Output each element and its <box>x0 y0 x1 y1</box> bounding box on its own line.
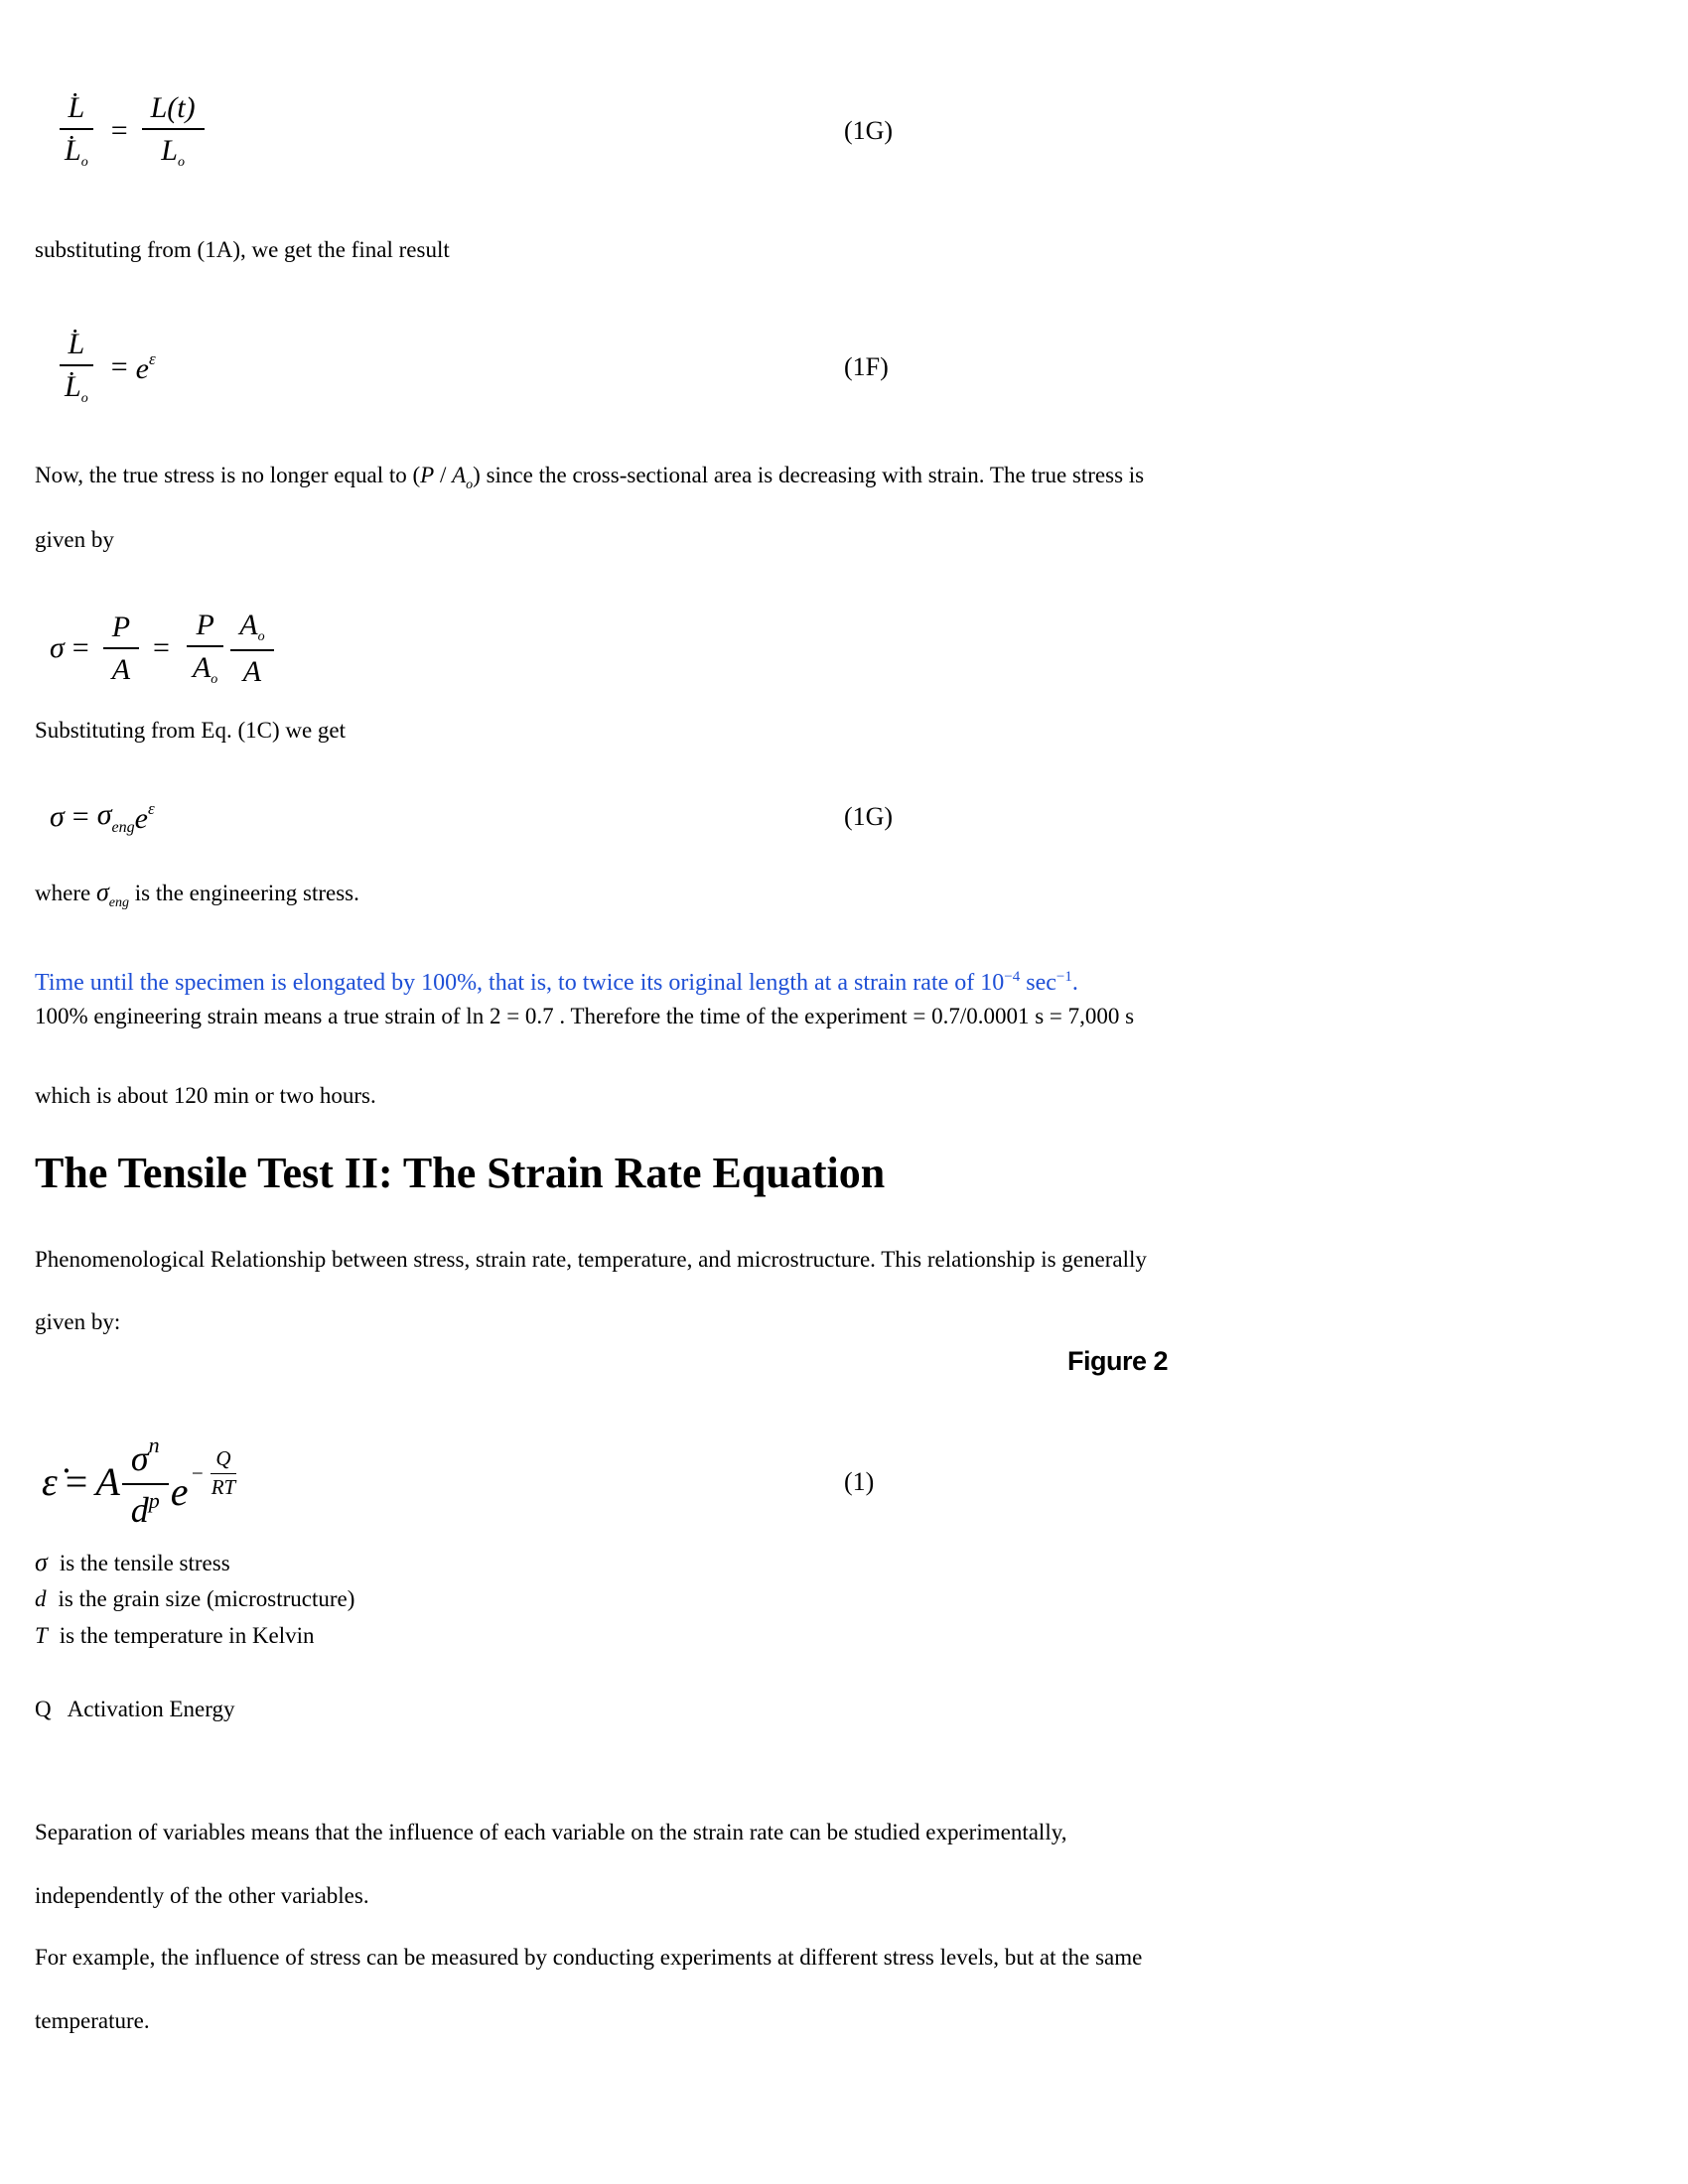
variable-d: d <box>130 1489 149 1530</box>
variable-d: d <box>35 1586 47 1611</box>
fraction-denominator <box>184 647 226 687</box>
fraction-numerator: L(t) <box>142 91 205 130</box>
text-run: Activation Energy <box>67 1697 235 1721</box>
paragraph-substituting-1c: Substituting from Eq. (1C) we get <box>35 718 347 743</box>
subscript-eng: eng <box>111 818 135 836</box>
paragraph-true-stress-line2: given by <box>35 527 114 552</box>
fraction-numerator: P <box>103 611 139 649</box>
equals-sign: = <box>71 631 89 664</box>
paragraph-phenomenological-line2: given by: <box>35 1309 121 1334</box>
figure-caption: Figure 2 <box>1067 1346 1169 1376</box>
definition-q <box>35 1696 234 1723</box>
paragraph-two-hours: which is about 120 min or two hours. <box>35 1083 376 1108</box>
paragraph-strain-calculation: 100% engineering strain means a true strain of ln 2 = 0.7 . Therefore the time of the experiment = 0.7/0.0001 s = 7,000 s <box>35 1004 1135 1028</box>
superscript-epsilon: ε <box>148 348 156 368</box>
superscript-epsilon: ε <box>147 798 155 818</box>
subscript-eng: eng <box>108 895 129 910</box>
variable-sigma: σ <box>50 800 65 833</box>
text-run: where <box>35 881 96 905</box>
paragraph-substituting-1a: substituting from (1A), we get the final result <box>35 237 450 262</box>
minus-sign: − <box>190 1460 205 1485</box>
fraction-denominator <box>122 1485 169 1531</box>
definition-sigma <box>35 1549 230 1577</box>
fraction-numerator: Q <box>211 1447 235 1473</box>
variable-e: e <box>135 351 149 385</box>
equals-sign: = <box>65 1459 88 1504</box>
variable-a: A <box>239 609 258 642</box>
equation-true-stress <box>50 584 1142 713</box>
text-run: is the tensile stress <box>59 1551 230 1575</box>
fraction-ao-over-a <box>230 609 273 687</box>
fraction-ldot-over-ldot-o <box>56 328 97 406</box>
fraction-lt-over-lo <box>142 91 205 170</box>
text-run: ) since the cross-sectional area is decreasing with strain. The true stress is <box>473 463 1145 487</box>
variable-p: P <box>420 463 435 487</box>
fraction-denominator: RT <box>211 1474 236 1499</box>
text-run: Time until the specimen is elongated by 100%, that is, to twice its original length at a strain rate of 10 <box>35 970 1005 996</box>
equals-sign: = <box>110 114 128 147</box>
equation-sigma-eng <box>50 789 1142 845</box>
subscript-o: o <box>80 155 88 171</box>
fraction-numerator: P <box>187 609 222 647</box>
text-run: is the grain size (microstructure) <box>58 1586 355 1611</box>
fraction-p-over-ao <box>184 609 226 687</box>
variable-t: T <box>35 1623 48 1648</box>
fraction-numerator: L̇ <box>60 91 94 130</box>
subscript-o: o <box>80 391 88 407</box>
paragraph-separation-line1: Separation of variables means that the influence of each variable on the strain rate can be studied experimentally, <box>35 1820 1067 1844</box>
paragraph-where-sigma-eng <box>35 879 359 917</box>
equation-label-1f: (1F) <box>844 352 889 381</box>
fraction-p-over-a <box>103 611 139 686</box>
text-run: is the engineering stress. <box>128 881 359 905</box>
text-run: . <box>1071 970 1078 996</box>
fraction-denominator: A <box>242 654 262 688</box>
equation-length-ratio <box>50 71 1142 191</box>
fraction-numerator <box>122 1433 169 1485</box>
variable-a: A <box>452 463 467 487</box>
variable-ldot: L̇ <box>65 370 81 404</box>
exponential-e <box>136 349 156 386</box>
superscript-minus-4: −4 <box>1004 969 1021 985</box>
variable-q: Q <box>35 1697 52 1721</box>
variable-e: e <box>170 1469 189 1515</box>
fraction-denominator <box>56 366 97 406</box>
text-run: is the temperature in Kelvin <box>59 1623 315 1648</box>
variable-epsilon-dot: ε̇ <box>42 1459 58 1504</box>
superscript-minus-1: −1 <box>1055 969 1072 985</box>
text-run: Now, the true stress is no longer equal to ( <box>35 463 421 487</box>
subscript-o: o <box>211 672 218 688</box>
equation-strain-rate <box>42 1415 1134 1549</box>
subscript-o: o <box>257 629 265 645</box>
equation-exponential-strain <box>50 308 1142 427</box>
fraction-numerator: L̇ <box>60 328 94 366</box>
equation-label-1: (1) <box>844 1466 875 1496</box>
variable-sigma: σ <box>130 1437 149 1478</box>
variable-ldot: L̇ <box>65 134 81 168</box>
paragraph-example-line1: For example, the influence of stress can be measured by conducting experiments at different stress levels, but at the same <box>35 1945 1143 1970</box>
paragraph-example-line2: temperature. <box>35 2008 150 2033</box>
text-run: / <box>434 463 453 487</box>
fraction-denominator: A <box>111 653 131 686</box>
fraction-sigma-n-over-d-p <box>122 1433 169 1530</box>
fraction-denominator <box>56 130 97 170</box>
exponential-e <box>135 799 155 836</box>
superscript-p: p <box>148 1487 160 1513</box>
paragraph-phenomenological-line1: Phenomenological Relationship between stress, strain rate, temperature, and microstructure. This relationship is generally <box>35 1247 1147 1272</box>
paragraph-true-stress-line1 <box>35 462 1144 499</box>
variable-e: e <box>134 801 148 835</box>
superscript-n: n <box>148 1432 160 1457</box>
sigma-eng-term <box>97 798 135 837</box>
fraction-denominator <box>152 130 194 170</box>
equation-label-1g: (1G) <box>844 802 894 831</box>
subscript-o: o <box>466 478 474 492</box>
paragraph-time-question <box>35 963 1078 997</box>
text-run: sec <box>1020 970 1056 996</box>
variable-sigma: σ <box>50 631 65 664</box>
exponential-term <box>171 1447 240 1515</box>
variable-l: L <box>161 134 178 168</box>
variable-sigma: σ <box>96 797 112 831</box>
fraction-ldot-over-ldot-o <box>56 91 97 170</box>
equation-label-1g: (1G) <box>844 116 894 145</box>
section-heading: The Tensile Test II: The Strain Rate Equation <box>35 1149 886 1197</box>
variable-sigma: σ <box>35 1548 48 1576</box>
exponent-q-over-rt <box>191 1447 241 1498</box>
equals-sign: = <box>153 631 170 664</box>
variable-sigma: σ <box>95 878 109 906</box>
fraction-numerator <box>230 609 273 650</box>
subscript-o: o <box>177 155 185 171</box>
fraction-q-over-rt <box>207 1447 241 1498</box>
definition-t <box>35 1622 315 1650</box>
definition-d <box>35 1585 354 1613</box>
variable-a-coefficient: A <box>95 1459 120 1504</box>
equals-sign: = <box>110 350 128 383</box>
variable-a: A <box>192 651 211 685</box>
paragraph-separation-line2: independently of the other variables. <box>35 1883 369 1908</box>
equals-sign: = <box>71 800 89 833</box>
